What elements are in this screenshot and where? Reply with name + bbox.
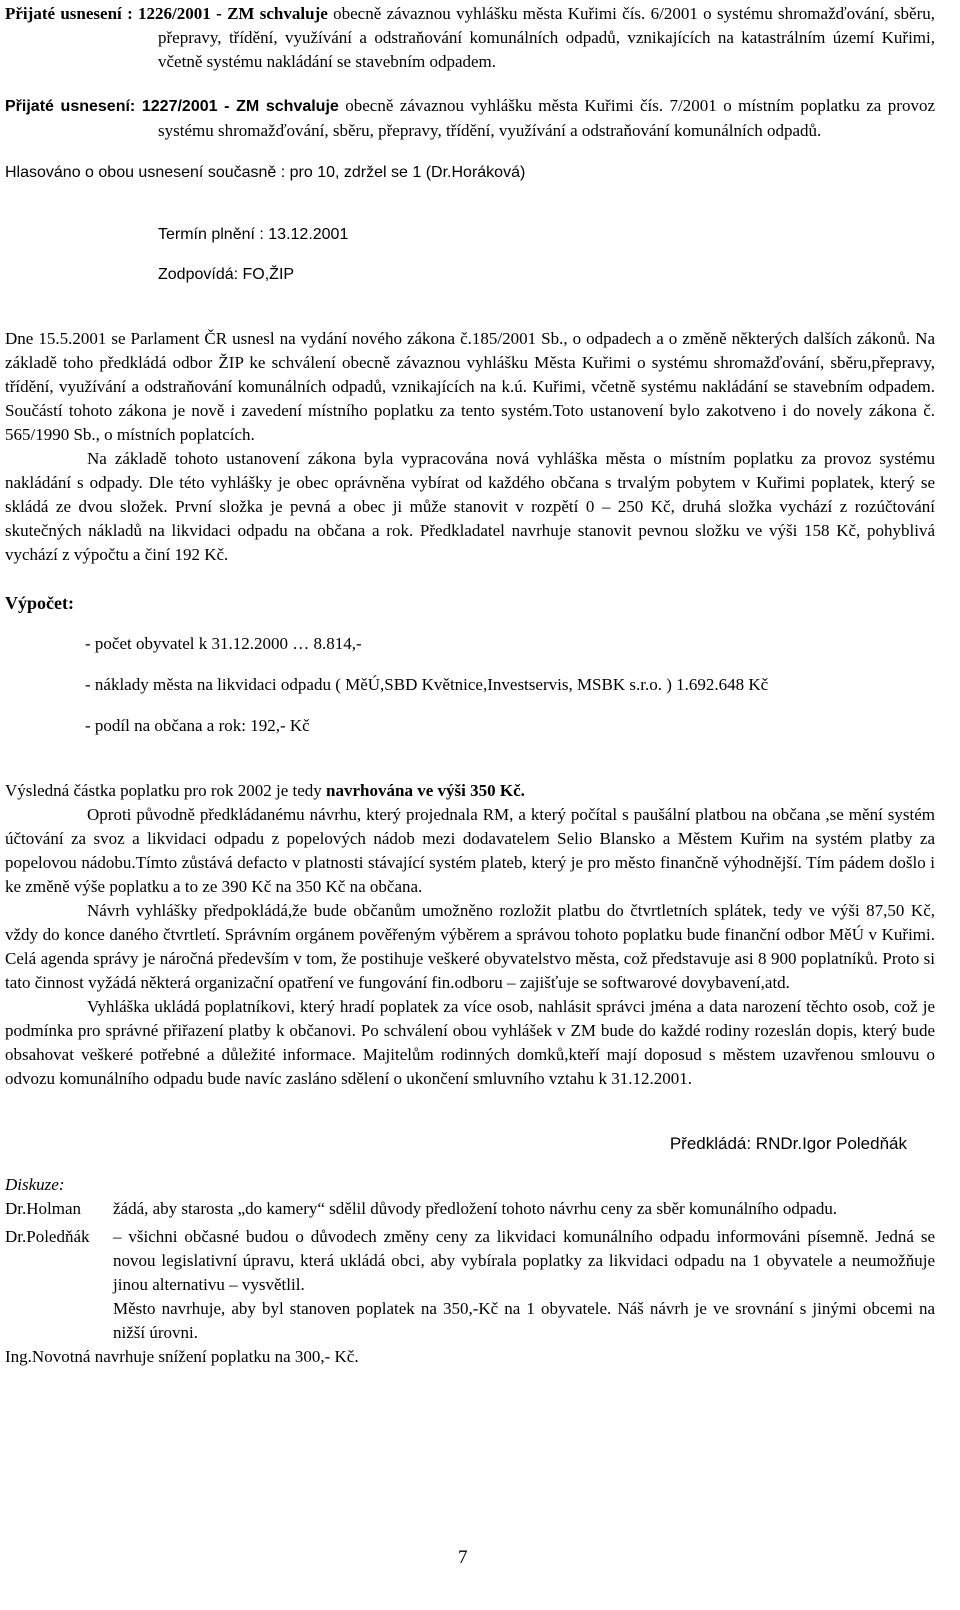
result-line (5, 779, 935, 803)
document-page (5, 2, 935, 1369)
discussion-text-1: žádá, aby starosta „do kamery“ sdělil důvody předložení tohoto návrhu ceny za sběr komunálního odpadu. (113, 1199, 838, 1218)
page-number: 7 (458, 1547, 468, 1568)
discussion-speaker-1: Dr.Holman (5, 1199, 82, 1218)
discussion-continuation: Město navrhuje, aby byl stanoven poplatek na 350,-Kč na 1 obyvatele. Náš návrh je ve srovnání s jinými obcemi na nižší úrovni. (113, 1299, 935, 1342)
discussion-entry-2 (5, 1225, 935, 1297)
resolution-1227-a (5, 2, 935, 74)
responsible: Zodpovídá: FO,ŽIP (158, 266, 295, 283)
resolution-2-text: obecně závaznou vyhlášku města Kuřimi čís. 7/2001 o místním poplatku za provoz systému shromažďování, sběru, přepravy, třídění, využívání a odstraňování komunálních odpadů. (158, 96, 936, 140)
calc-item-2: - náklady města na likvidaci odpadu ( MěÚ,SBD Květnice,Investservis, MSBK s.r.o. ) 1.692.648 Kč (85, 675, 769, 694)
body-paragraph-3: Oproti původně předkládanému návrhu, který projednala RM, a který počítal s paušální platbou na občana ,se mění systém účtování za svoz a likvidaci odpadu z popelových nádob mezi dodavatelem Selio Blansko a Městem Kuřim na systém platby za popelovou nádobu.Tímto zůstává defacto v platnosti stávající systém plateb, který je pro město finančně výhodnější. Tím pádem došlo i ke změně výše poplatku a to ze 390 Kč na 350 Kč na občana. (5, 805, 935, 896)
resolution-1-text: obecně závaznou vyhlášku města Kuřimi čís. 6/2001 o systému shromažďování, sběru, přepravy, třídění, využívání a odstraňování komunálních odpadů, vznikajících na katastrálním území Kuřimi, včetně systému nakládání se stavebním odpadem. (158, 4, 936, 71)
calc-heading: Výpočet: (5, 593, 74, 613)
calc-item-1: - počet obyvatel k 31.12.2000 … 8.814,- (85, 634, 362, 653)
result-lead: Výsledná částka poplatku pro rok 2002 je tedy (5, 781, 322, 800)
body-paragraph-4: Návrh vyhlášky předpokládá,že bude občanům umožněno rozložit platbu do čtvrtletních splátek, tedy ve výši 87,50 Kč, vždy do konce daného čtvrtletí. Správním orgánem pověřeným výběrem a správou tohoto poplatku bude finanční odbor MěÚ v Kuřimi. Celá agenda správy je náročná především v tom, že postihuje veškeré obyvatelstvo města, což představuje asi 8 900 poplatníků. Proto si tato činnost vyžádá některá organizační opatření ve fungování fin.odboru – zajišťuje se softwarové dovybavení,atd. (5, 901, 935, 992)
body-paragraph-1: Dne 15.5.2001 se Parlament ČR usnesl na vydání nového zákona č.185/2001 Sb., o odpadech a o změně některých dalších zákonů. Na základě toho předkládá odbor ŽIP ke schválení obecně závaznou vyhlášku Města Kuřimi o systému shromažďování, sběru,přepravy, třídění, využívání a odstraňování komunálních odpadů, vznikajících na k.ú. Kuřimi, včetně systému nakládání se stavebním odpadem. Součástí tohoto zákona je nově i zavedení místního poplatku za tento systém.Toto ustanovení bylo zakotveno i do novely zákona č. 565/1990 Sb., o místních poplatcích. (5, 329, 935, 444)
vote-line: Hlasováno o obou usnesení současně : pro 10, zdržel se 1 (Dr.Horáková) (5, 164, 526, 181)
discussion-speaker-2: Dr.Poledňák (5, 1227, 90, 1246)
discussion-entry-1 (5, 1197, 935, 1221)
body-paragraph-2: Na základě tohoto ustanovení zákona byla vypracována nová vyhláška města o místním poplatku za provoz systému nakládání s odpady. Dle této vyhlášky je obec oprávněna vybírat od každého občana s trvalým pobytem v Kuřimi poplatek, který se skládá ze dvou složek. První složka je pevná a obec ji může stanovit v rozpětí 0 – 250 Kč, druhá složka vychází z rozúčtování skutečných nákladů na likvidaci odpadu na občana a rok. Předkladatel navrhuje stanovit pevnou složku ve výši 158 Kč, pohyblivá vychází z výpočtu a činí 192 Kč. (5, 449, 935, 564)
discussion-last: Ing.Novotná navrhuje snížení poplatku na 300,- Kč. (5, 1347, 359, 1366)
resolution-1-label: Přijaté usnesení : 1226/2001 - ZM schvaluje (5, 4, 328, 23)
body-paragraph-5: Vyhláška ukládá poplatníkovi, který hradí poplatek za více osob, nahlásit správci jména a data narození těchto osob, což je podmínka pro správné přiřazení platby k občanovi. Po schválení obou vyhlášek v ZM bude do každé rodiny rozeslán dopis, který bude obsahovat veškeré potřebné a důležité informace. Majitelům rodinných domků,kteří mají doposud s městem uzavřenou smlouvu o odvozu komunálního odpadu bude navíc zasláno sdělení o ukončení smluvního vztahu k 31.12.2001. (5, 997, 935, 1088)
presenter: Předkládá: RNDr.Igor Poledňák (669, 1134, 907, 1153)
result-bold: navrhována ve výši 350 Kč. (326, 781, 525, 800)
discussion-text-2: – všichni občasné budou o důvodech změny ceny za likvidaci komunálního odpadu informováni písemně. Jedná se novou legislativní úpravu, která ukládá obci, aby vybírala poplatky za likvidaci odpadu na 1 obyvatele a neumožňuje jinou alternativu – vysvětlil. (113, 1227, 935, 1294)
deadline: Termín plnění : 13.12.2001 (158, 226, 349, 243)
calc-item-3: - podíl na občana a rok: 192,- Kč (85, 716, 310, 735)
resolution-2-label: Přijaté usnesení: 1227/2001 - ZM schvaluje (5, 98, 339, 115)
discussion-heading: Diskuze: (5, 1175, 65, 1194)
resolution-1227 (5, 94, 935, 143)
